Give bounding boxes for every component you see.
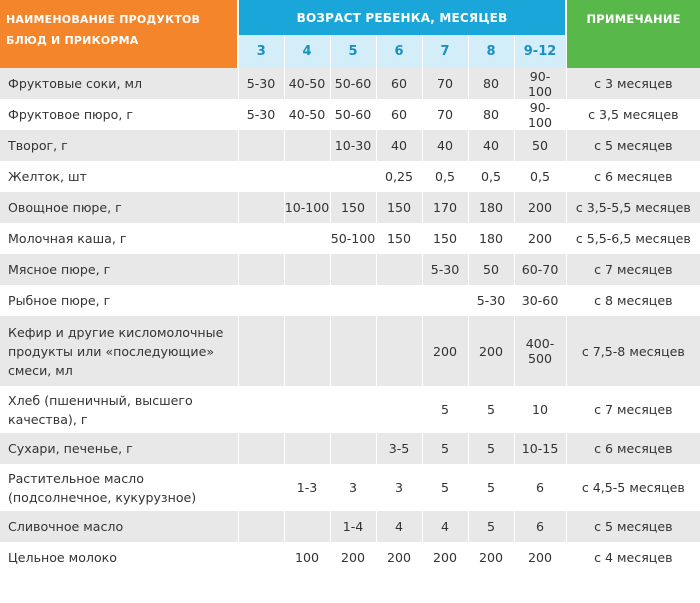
amount-cell: 70 — [422, 68, 468, 99]
amount-cell: 3-5 — [376, 433, 422, 464]
product-name-cell: Мясное пюре, г — [0, 254, 238, 285]
month-header: 3 — [238, 35, 284, 68]
table-row — [0, 130, 700, 161]
month-header: 5 — [330, 35, 376, 68]
amount-cell — [238, 192, 284, 223]
amount-cell: 200 — [514, 223, 566, 254]
amount-cell: 5 — [468, 433, 514, 464]
table-body — [0, 68, 700, 572]
amount-cell: 200 — [514, 542, 566, 572]
product-name-cell: Фруктовые соки, мл — [0, 68, 238, 99]
amount-cell: 50 — [514, 130, 566, 161]
month-header: 8 — [468, 35, 514, 68]
amount-cell: 5-30 — [238, 68, 284, 99]
amount-cell: 30-60 — [514, 285, 566, 316]
product-name-cell: Сухари, печенье, г — [0, 433, 238, 464]
note-cell: с 3,5 месяцев — [566, 99, 700, 130]
amount-cell: 100 — [284, 542, 330, 572]
amount-cell: 6 — [514, 511, 566, 542]
amount-cell: 5 — [422, 433, 468, 464]
product-name-cell: Хлеб (пшеничный, высшего качества), г — [0, 386, 238, 433]
amount-cell: 200 — [422, 542, 468, 572]
amount-cell: 150 — [422, 223, 468, 254]
amount-cell: 5 — [468, 511, 514, 542]
amount-cell: 150 — [330, 192, 376, 223]
product-name-cell: Фруктовое пюро, г — [0, 99, 238, 130]
amount-cell — [376, 386, 422, 433]
amount-cell: 10-30 — [330, 130, 376, 161]
amount-cell: 200 — [514, 192, 566, 223]
table-row — [0, 68, 700, 99]
note-cell: с 5 месяцев — [566, 130, 700, 161]
amount-cell — [238, 130, 284, 161]
amount-cell — [238, 542, 284, 572]
table-row — [0, 542, 700, 572]
amount-cell: 40-50 — [284, 99, 330, 130]
amount-cell — [284, 254, 330, 285]
amount-cell: 0,25 — [376, 161, 422, 192]
table-row — [0, 223, 700, 254]
note-column-header: ПРИМЕЧАНИЕ — [566, 0, 700, 68]
amount-cell: 0,5 — [514, 161, 566, 192]
amount-cell — [238, 464, 284, 511]
amount-cell: 5 — [468, 464, 514, 511]
amount-cell: 60 — [376, 68, 422, 99]
amount-cell: 200 — [330, 542, 376, 572]
amount-cell: 80 — [468, 99, 514, 130]
amount-cell: 180 — [468, 192, 514, 223]
amount-cell — [238, 223, 284, 254]
note-cell: с 6 месяцев — [566, 161, 700, 192]
table-row — [0, 254, 700, 285]
month-header: 9-12 — [514, 35, 566, 68]
amount-cell — [284, 130, 330, 161]
amount-cell: 1-3 — [284, 464, 330, 511]
amount-cell: 1-4 — [330, 511, 376, 542]
amount-cell — [330, 254, 376, 285]
product-name-cell: Растительное масло (подсолнечное, кукурузное) — [0, 464, 238, 511]
amount-cell — [238, 285, 284, 316]
amount-cell: 3 — [376, 464, 422, 511]
note-cell: с 6 месяцев — [566, 433, 700, 464]
note-cell: с 4 месяцев — [566, 542, 700, 572]
amount-cell — [422, 285, 468, 316]
note-cell: с 5,5-6,5 месяцев — [566, 223, 700, 254]
amount-cell — [284, 223, 330, 254]
note-cell: с 5 месяцев — [566, 511, 700, 542]
amount-cell: 10-15 — [514, 433, 566, 464]
amount-cell — [330, 316, 376, 386]
amount-cell — [376, 254, 422, 285]
product-name-cell: Молочная каша, г — [0, 223, 238, 254]
table-row — [0, 433, 700, 464]
amount-cell — [330, 161, 376, 192]
amount-cell: 0,5 — [422, 161, 468, 192]
amount-cell: 6 — [514, 464, 566, 511]
amount-cell: 40 — [422, 130, 468, 161]
amount-cell: 90-100 — [514, 99, 566, 130]
amount-cell: 10 — [514, 386, 566, 433]
month-header: 4 — [284, 35, 330, 68]
table-row — [0, 464, 700, 511]
amount-cell — [284, 161, 330, 192]
product-name-cell: Рыбное пюре, г — [0, 285, 238, 316]
amount-cell: 150 — [376, 192, 422, 223]
amount-cell — [238, 433, 284, 464]
product-name-cell: Желток, шт — [0, 161, 238, 192]
month-header: 6 — [376, 35, 422, 68]
amount-cell — [376, 316, 422, 386]
note-cell: с 8 месяцев — [566, 285, 700, 316]
product-name-cell: Цельное молоко — [0, 542, 238, 572]
amount-cell — [238, 316, 284, 386]
amount-cell: 150 — [376, 223, 422, 254]
amount-cell: 5-30 — [468, 285, 514, 316]
table-row — [0, 511, 700, 542]
amount-cell: 5-30 — [422, 254, 468, 285]
amount-cell — [238, 254, 284, 285]
month-header: 7 — [422, 35, 468, 68]
table-row — [0, 192, 700, 223]
amount-cell — [284, 285, 330, 316]
amount-cell: 50-100 — [330, 223, 376, 254]
amount-cell — [330, 386, 376, 433]
amount-cell — [284, 386, 330, 433]
amount-cell: 5 — [422, 386, 468, 433]
amount-cell: 50-60 — [330, 99, 376, 130]
amount-cell: 4 — [422, 511, 468, 542]
amount-cell — [284, 316, 330, 386]
amount-cell: 10-100 — [284, 192, 330, 223]
table-row — [0, 386, 700, 433]
product-name-cell: Сливочное масло — [0, 511, 238, 542]
amount-cell — [376, 285, 422, 316]
product-column-header: НАИМЕНОВАНИЕ ПРОДУКТОВ БЛЮД И ПРИКОРМА — [0, 0, 238, 68]
amount-cell: 50 — [468, 254, 514, 285]
product-name-cell: Кефир и другие кисломолочные продукты или «последующие» смеси, мл — [0, 316, 238, 386]
note-cell: с 3 месяцев — [566, 68, 700, 99]
amount-cell — [238, 386, 284, 433]
age-group-header: ВОЗРАСТ РЕБЕНКА, МЕСЯЦЕВ — [238, 0, 566, 35]
amount-cell: 3 — [330, 464, 376, 511]
amount-cell: 200 — [468, 316, 514, 386]
amount-cell: 5 — [468, 386, 514, 433]
table-row — [0, 99, 700, 130]
amount-cell: 4 — [376, 511, 422, 542]
amount-cell: 180 — [468, 223, 514, 254]
amount-cell: 40 — [376, 130, 422, 161]
note-cell: с 7 месяцев — [566, 254, 700, 285]
table-row — [0, 161, 700, 192]
amount-cell: 0,5 — [468, 161, 514, 192]
amount-cell: 90-100 — [514, 68, 566, 99]
note-cell: с 4,5-5 месяцев — [566, 464, 700, 511]
amount-cell: 50-60 — [330, 68, 376, 99]
note-cell: с 7 месяцев — [566, 386, 700, 433]
amount-cell: 200 — [376, 542, 422, 572]
amount-cell: 5 — [422, 464, 468, 511]
amount-cell — [284, 433, 330, 464]
amount-cell — [284, 511, 330, 542]
table-row — [0, 316, 700, 386]
amount-cell: 40-50 — [284, 68, 330, 99]
product-name-cell: Овощное пюре, г — [0, 192, 238, 223]
amount-cell — [238, 511, 284, 542]
amount-cell: 70 — [422, 99, 468, 130]
amount-cell — [330, 285, 376, 316]
amount-cell: 40 — [468, 130, 514, 161]
amount-cell: 80 — [468, 68, 514, 99]
product-name-cell: Творог, г — [0, 130, 238, 161]
amount-cell: 5-30 — [238, 99, 284, 130]
amount-cell: 200 — [468, 542, 514, 572]
note-cell: с 7,5-8 месяцев — [566, 316, 700, 386]
table-row — [0, 285, 700, 316]
amount-cell: 400-500 — [514, 316, 566, 386]
amount-cell: 60-70 — [514, 254, 566, 285]
amount-cell: 170 — [422, 192, 468, 223]
amount-cell: 200 — [422, 316, 468, 386]
amount-cell: 60 — [376, 99, 422, 130]
amount-cell — [330, 433, 376, 464]
amount-cell — [238, 161, 284, 192]
note-cell: с 3,5-5,5 месяцев — [566, 192, 700, 223]
